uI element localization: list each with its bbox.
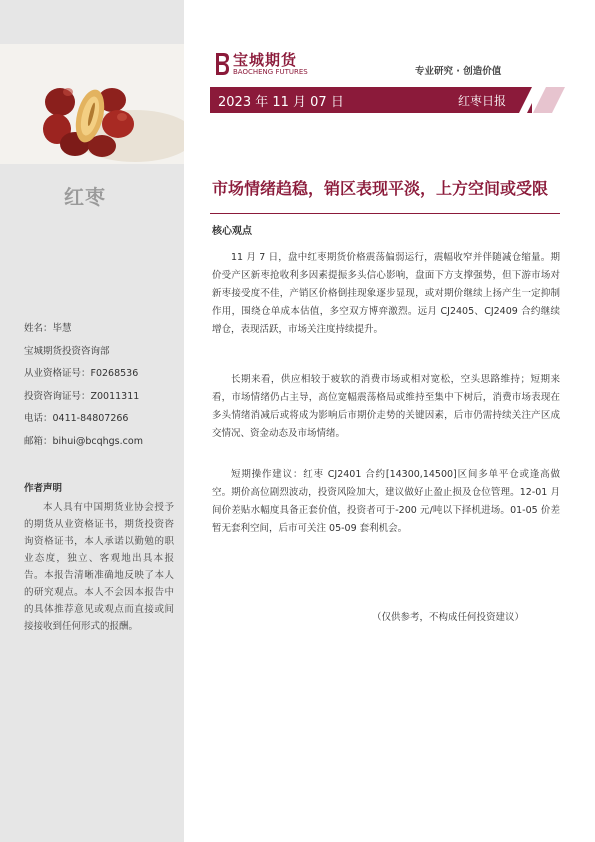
report-headline: 市场情绪趋稳，销区表现平淡，上方空间或受限 <box>212 179 549 198</box>
brand-name-en: BAOCHENG FUTURES <box>233 68 308 76</box>
disclaimer: （仅供参考，不构成任何投资建议） <box>372 612 525 623</box>
headline-divider <box>210 213 560 214</box>
analyst-contact <box>24 322 180 457</box>
commodity-label: 红枣 <box>64 185 106 209</box>
phone: 电话：0411-84807266 <box>24 413 129 424</box>
analyst-name: 姓名：毕慧 <box>24 323 72 334</box>
brand-name-cn: 宝城期货 <box>233 51 298 69</box>
department: 宝城期货投资咨询部 <box>24 345 110 357</box>
banner-stripes-decoration <box>505 87 565 113</box>
license-number: 从业资格证号：F0268536 <box>24 368 139 379</box>
red-dates-photo <box>0 44 184 164</box>
slogan: 专业研究 · 创造价值 <box>415 66 502 77</box>
section-title-core-views: 核心观点 <box>212 226 252 237</box>
paragraph-long-term-view: 长期来看，供应相较于疲软的消费市场或相对宽松，空头思路维持；短期来看，市场情绪仍占主导，高位宽幅震荡格局或维持至集中下树后，消费市场表现在多头情绪消减后或将成为影响后市期价走势的关键因素，后市仍需持续关注产区成交情况、资金动态及市场情绪。 <box>212 374 560 439</box>
report-name: 红枣日报 <box>458 94 507 108</box>
brand-logo <box>214 52 308 76</box>
paragraph-market-summary: 11 月 7 日，盘中红枣期货价格震荡偏弱运行，震幅收窄并伴随减仓缩量。期价受产区新枣抢收利多因素提振多头信心影响，盘面下方支撑强势，但下游市场对新枣接受度不佳，产销区价格倒挂现象逐步显现，或对期价继续上扬产生一定抑制作用，围绕仓单成本估值，多空双方博弈激烈。远月 CJ2405、CJ2409 合约继续增仓，表现活跃，市场关注度持续提升。 <box>212 252 560 335</box>
email[interactable]: 邮箱：bihui@bcqhgs.com <box>24 435 143 447</box>
author-statement-body: 本人具有中国期货业协会授予的期货从业资格证书，期货投资咨询资格证书，本人承诺以勤勉的职业态度，独立、客观地出具本报告。本报告清晰准确地反映了本人的研究观点。本人不会因本报告中的具体推荐意见或观点而直接或间接接收到任何形式的报酬。 <box>24 502 174 632</box>
brand-mark-icon <box>214 52 230 76</box>
advisory-license-number: 投资咨询证号：Z0011311 <box>24 390 140 402</box>
sidebar <box>0 0 184 842</box>
author-statement-title: 作者声明 <box>24 483 63 494</box>
red-dates-image <box>0 44 184 164</box>
paragraph-trading-advice: 短期操作建议：红枣 CJ2401 合约[14300,14500]区间多单平仓或逢高做空。期价高位剧烈波动，投资风险加大，建议做好止盈止损及仓位管理。12-01 月间价差贴水幅度具备正套价值，投资者可于-200 元/吨以下择机进场。01-05 价差暂无套利空间，后市可关注 05-09 套利机会。 <box>212 469 560 534</box>
report-date: 2023 年 11 月 07 日 <box>218 95 344 110</box>
